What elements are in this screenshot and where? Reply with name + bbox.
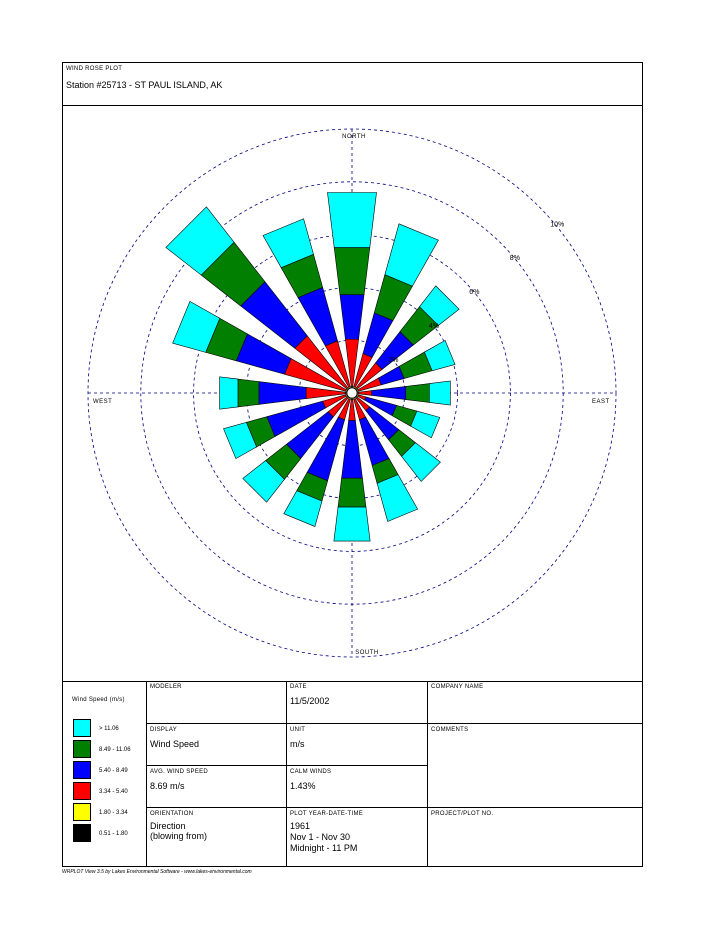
project-label: PROJECT/PLOT NO. [431,811,494,817]
petal-e-bin-3 [372,386,406,399]
legend-swatch [73,719,91,737]
legend-swatch [73,803,91,821]
legend-swatch [73,740,91,758]
ring-label-10: 10% [550,221,565,229]
legend-swatch [73,761,91,779]
orientation-label: ORIENTATION [150,811,194,817]
panel-hline-3 [146,807,643,808]
legend-label: 3.34 - 5.40 [99,789,128,795]
petal-e-bin-5 [429,381,450,405]
petal-n-bin-3 [340,295,364,340]
panel-vline-2 [286,681,287,867]
avg-speed-label: AVG. WIND SPEED [150,769,209,775]
display-label: DISPLAY [150,727,177,733]
plot-year-value-1: 1961 [290,821,311,831]
ring-label-6: 6% [469,289,480,297]
petal-s-bin-5 [334,507,370,541]
date-label: DATE [290,684,307,690]
legend-title: Wind Speed (m/s) [72,697,125,703]
compass-east-label: EAST [592,399,610,405]
footer-note: WRPLOT View 3.5 by Lakes Environmental Software - www.lakes-environmental.com [62,869,252,875]
avg-speed-value: 8.69 m/s [150,781,185,791]
petal-n-bin-4 [334,248,370,295]
legend-label: 5.40 - 8.49 [99,768,128,774]
legend-label: 8.49 - 11.06 [99,747,131,753]
legend-swatch [73,782,91,800]
station-title: Station #25713 - ST PAUL ISLAND, AK [66,80,223,90]
unit-label: UNIT [290,727,306,733]
unit-value: m/s [290,739,305,749]
plot-year-value-2: Nov 1 - Nov 30 [290,832,351,842]
panel-vline-3 [427,681,428,867]
petal-nne-bin-5 [385,224,439,286]
legend-label: 1.80 - 3.34 [99,810,128,816]
petal-sse-bin-5 [377,475,418,522]
compass-west-label: WEST [93,399,113,405]
petal-e-bin-2 [359,391,372,396]
plot-year-value-3: Midnight - 11 PM [290,843,358,853]
ring-label-8: 8% [509,255,520,263]
petal-n-bin-5 [327,192,376,247]
orientation-value-1: Direction [150,821,186,831]
compass-north-label: NORTH [342,134,366,140]
legend-swatch [73,824,91,842]
compass-south-label: SOUTH [355,650,379,656]
petals [166,192,459,541]
ring-label-4: 4% [428,323,440,331]
legend-label: > 11.06 [99,726,119,732]
calm-winds-label: CALM WINDS [290,769,332,775]
panel-hline-1 [146,723,643,724]
orientation-value-2: (blowing from) [150,831,208,841]
display-value: Wind Speed [150,739,200,749]
panel-hline-2 [146,765,427,766]
plot-type-title: WIND ROSE PLOT [66,66,123,72]
petal-s-bin-3 [342,421,363,479]
petal-e-bin-4 [406,384,430,403]
company-label: COMPANY NAME [431,684,484,690]
modeler-label: MODELER [150,684,182,690]
petal-w-bin-4 [238,379,259,407]
petal-s-bin-4 [338,478,366,507]
calm-winds-value: 1.43% [290,781,316,791]
petal-s-bin-2 [349,400,356,421]
panel-vline-1 [146,681,147,867]
plot-year-label: PLOT YEAR-DATE-TIME [290,811,364,817]
petal-ese-bin-5 [411,411,440,438]
legend-label: 0.51 - 1.80 [99,831,128,837]
comments-label: COMMENTS [431,727,469,733]
petal-w-bin-3 [259,382,306,405]
calm-center [347,388,357,398]
petal-w-bin-5 [220,377,238,409]
date-value: 11/5/2002 [290,696,330,706]
ring-label-2: 2% [388,357,399,365]
panel-divider [62,681,643,682]
